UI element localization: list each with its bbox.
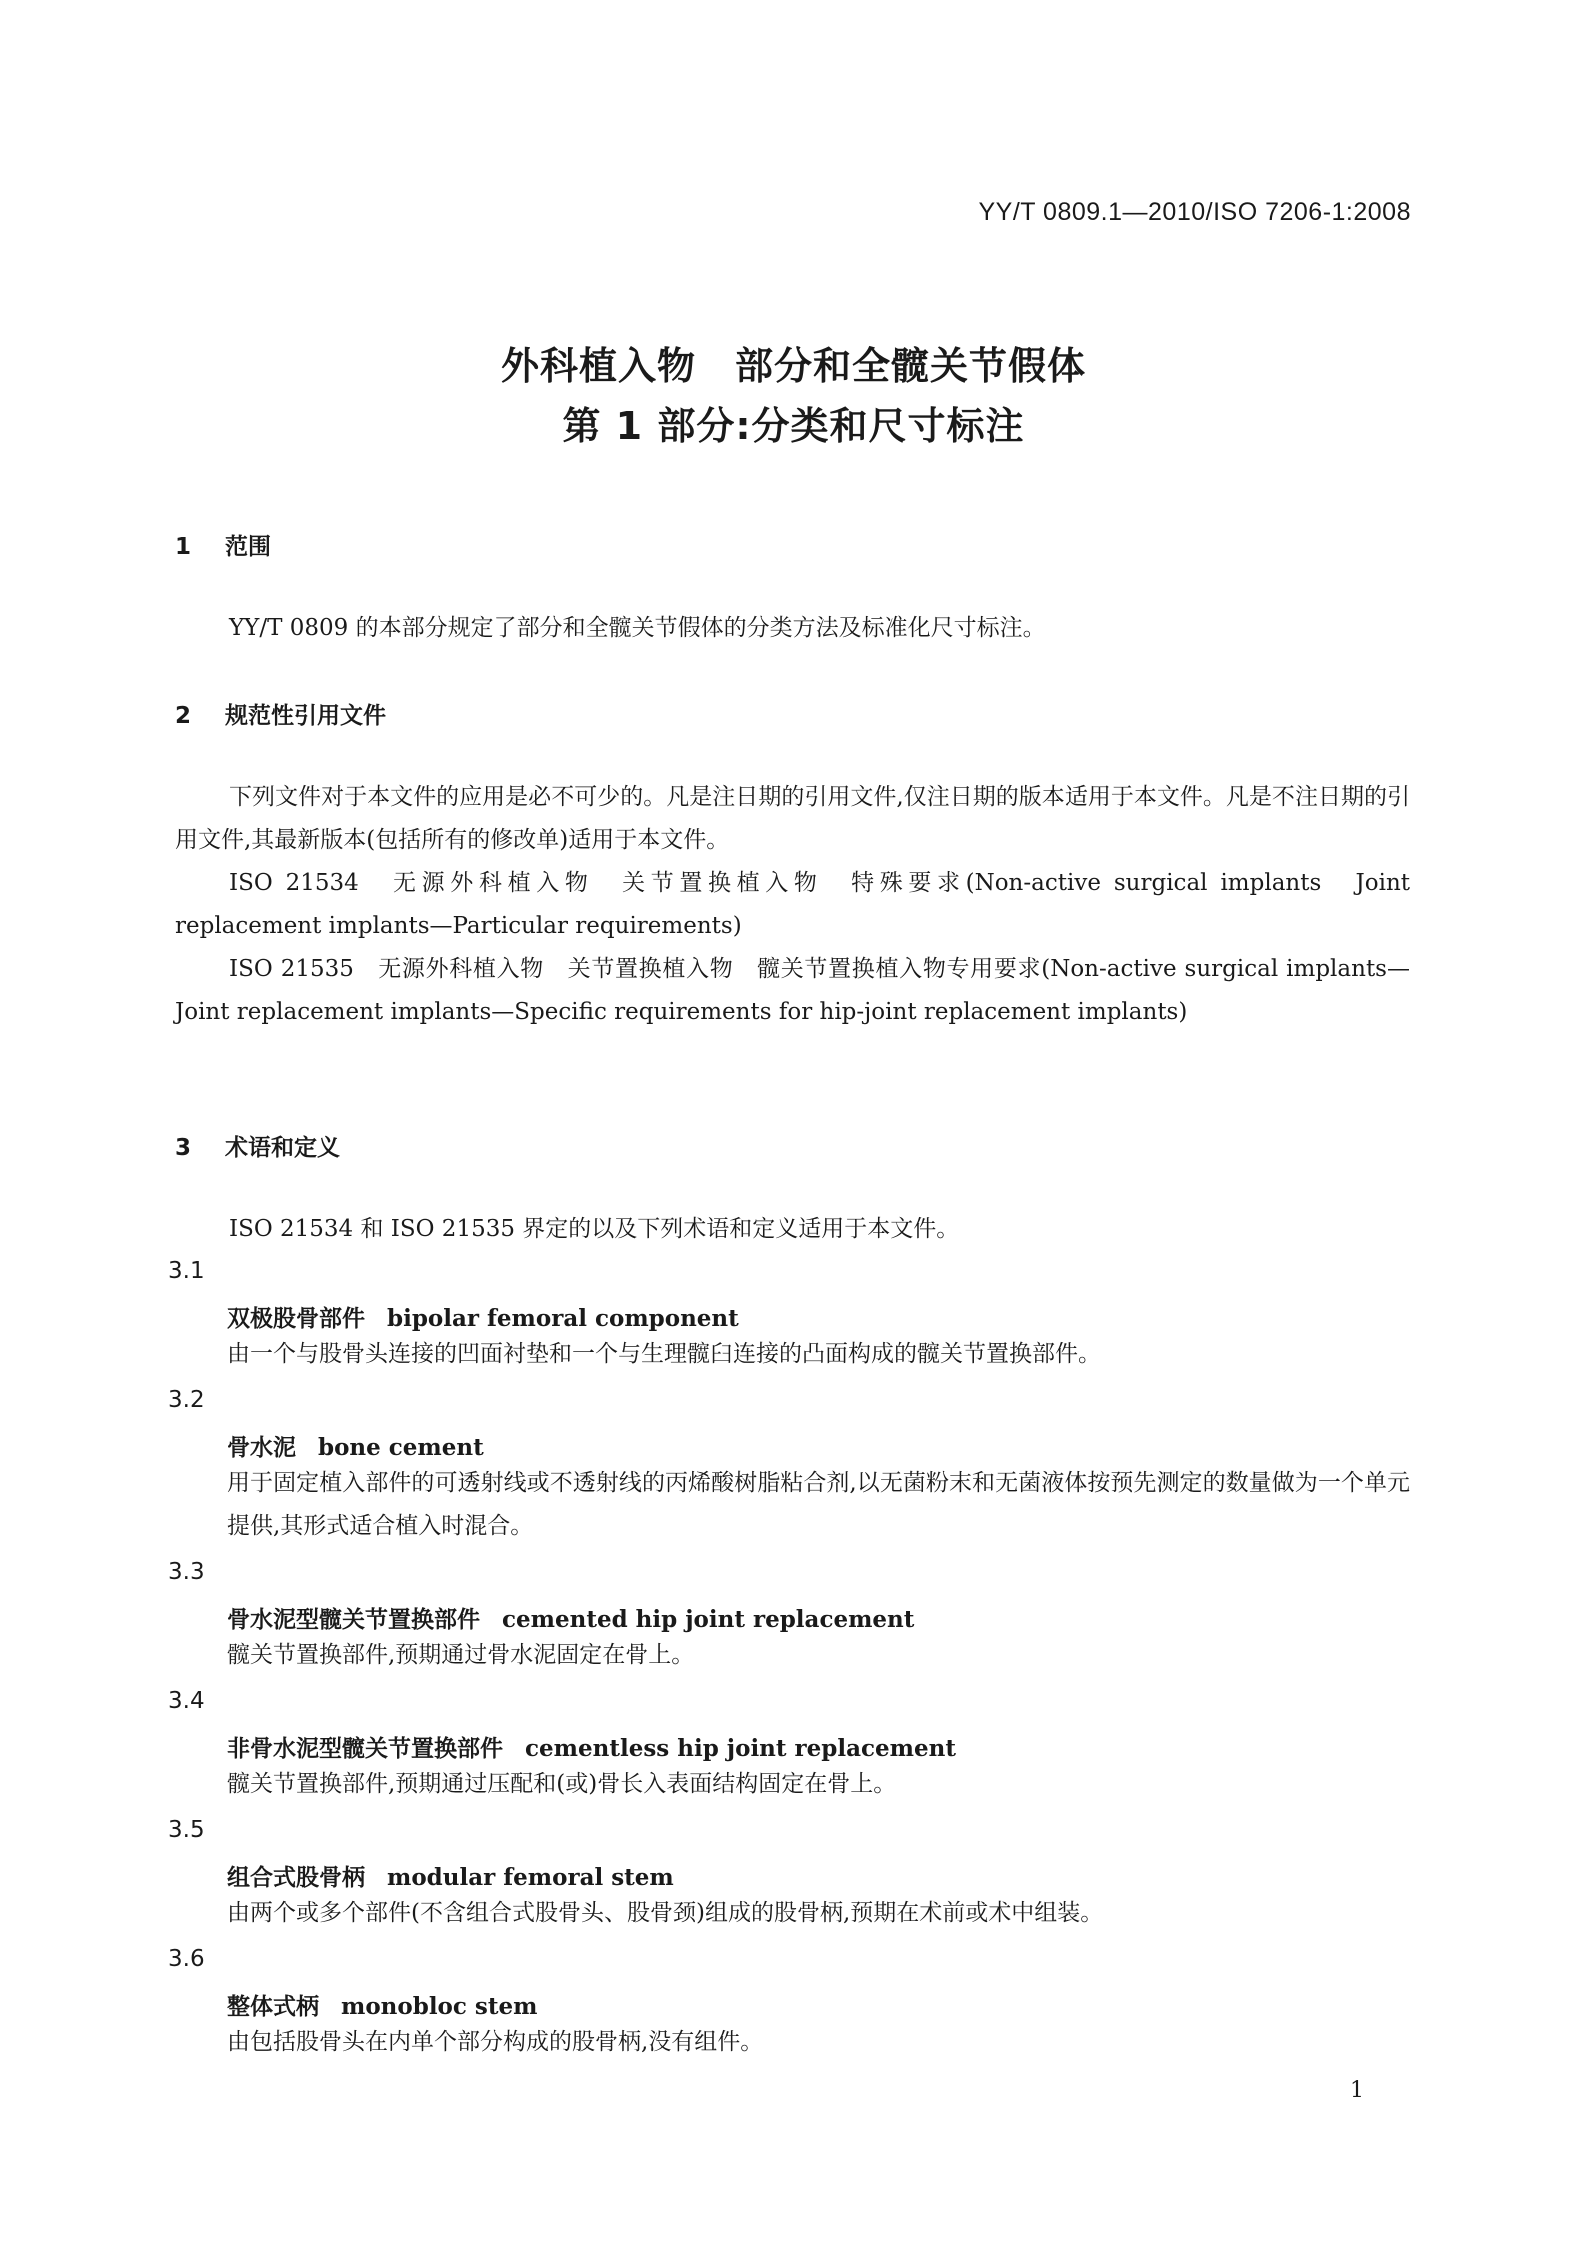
term-english: cementless hip joint replacement bbox=[525, 1735, 956, 1762]
term-number: 3.1 bbox=[168, 1258, 205, 1284]
document-subtitle: 第 1 部分:分类和尺寸标注 bbox=[562, 404, 1025, 448]
terms-intro-paragraph: ISO 21534 和 ISO 21535 界定的以及下列术语和定义适用于本文件。 bbox=[229, 1216, 960, 1242]
section-number: 2 bbox=[175, 703, 192, 729]
term-chinese: 组合式股骨柄 bbox=[227, 1864, 365, 1891]
section-title: 术语和定义 bbox=[225, 1135, 340, 1161]
section-number: 3 bbox=[175, 1135, 192, 1161]
page-number: 1 bbox=[1350, 2078, 1364, 2103]
term-title bbox=[227, 1730, 956, 1763]
term-chinese: 整体式柄 bbox=[227, 1993, 319, 2020]
term-number: 3.3 bbox=[168, 1559, 205, 1585]
term-definition: 髋关节置换部件,预期通过骨水泥固定在骨上。 bbox=[227, 1642, 695, 1668]
term-definition: 用于固定植入部件的可透射线或不透射线的丙烯酸树脂粘合剂,以无菌粉末和无菌液体按预先测定的数量做为一个单元提供,其形式适合植入时混合。 bbox=[227, 1470, 1410, 1539]
section-heading-terms-definitions bbox=[175, 1129, 340, 1162]
term-english: cemented hip joint replacement bbox=[502, 1606, 915, 1633]
term-number: 3.2 bbox=[168, 1387, 205, 1413]
document-title: 外科植入物 部分和全髋关节假体 bbox=[500, 344, 1086, 388]
section-heading-normative-references bbox=[175, 697, 386, 730]
term-number: 3.4 bbox=[168, 1688, 205, 1714]
term-number: 3.6 bbox=[168, 1946, 205, 1972]
term-chinese: 双极股骨部件 bbox=[227, 1305, 365, 1332]
term-title bbox=[227, 1601, 914, 1634]
standard-code: YY/T 0809.1—2010/ISO 7206-1:2008 bbox=[978, 198, 1411, 226]
term-english: modular femoral stem bbox=[387, 1864, 674, 1891]
term-title bbox=[227, 1300, 739, 1333]
term-english: bipolar femoral component bbox=[387, 1305, 739, 1332]
reference-iso-21534: ISO 21534 无源外科植入物 关节置换植入物 特殊要求(Non-active surgical implants Joint replacement implants—Particular requirements) bbox=[175, 870, 1410, 939]
scope-paragraph: YY/T 0809 的本部分规定了部分和全髋关节假体的分类方法及标准化尺寸标注。 bbox=[229, 615, 1046, 641]
term-chinese: 骨水泥 bbox=[227, 1434, 296, 1461]
term-definition: 由包括股骨头在内单个部分构成的股骨柄,没有组件。 bbox=[227, 2029, 764, 2055]
references-intro-paragraph: 下列文件对于本文件的应用是必不可少的。凡是注日期的引用文件,仅注日期的版本适用于本文件。凡是不注日期的引用文件,其最新版本(包括所有的修改单)适用于本文件。 bbox=[175, 784, 1410, 853]
section-title: 范围 bbox=[225, 534, 271, 560]
term-definition: 由一个与股骨头连接的凹面衬垫和一个与生理髋臼连接的凸面构成的髋关节置换部件。 bbox=[227, 1341, 1101, 1367]
term-title bbox=[227, 1859, 674, 1892]
term-chinese: 非骨水泥型髋关节置换部件 bbox=[227, 1735, 503, 1762]
term-definition: 髋关节置换部件,预期通过压配和(或)骨长入表面结构固定在骨上。 bbox=[227, 1771, 897, 1797]
section-heading-scope bbox=[175, 528, 271, 561]
term-title bbox=[227, 1429, 484, 1462]
section-title: 规范性引用文件 bbox=[225, 703, 386, 729]
section-number: 1 bbox=[175, 534, 192, 560]
term-english: monobloc stem bbox=[341, 1993, 538, 2020]
term-chinese: 骨水泥型髋关节置换部件 bbox=[227, 1606, 480, 1633]
reference-iso-21535: ISO 21535 无源外科植入物 关节置换植入物 髋关节置换植入物专用要求(Non-active surgical implants—Joint replacement implants—Specific requirements for hip-joint replacement implants) bbox=[175, 956, 1410, 1025]
term-number: 3.5 bbox=[168, 1817, 205, 1843]
term-definition: 由两个或多个部件(不含组合式股骨头、股骨颈)组成的股骨柄,预期在术前或术中组装。 bbox=[227, 1900, 1104, 1926]
term-title bbox=[227, 1988, 537, 2021]
term-english: bone cement bbox=[318, 1434, 484, 1461]
